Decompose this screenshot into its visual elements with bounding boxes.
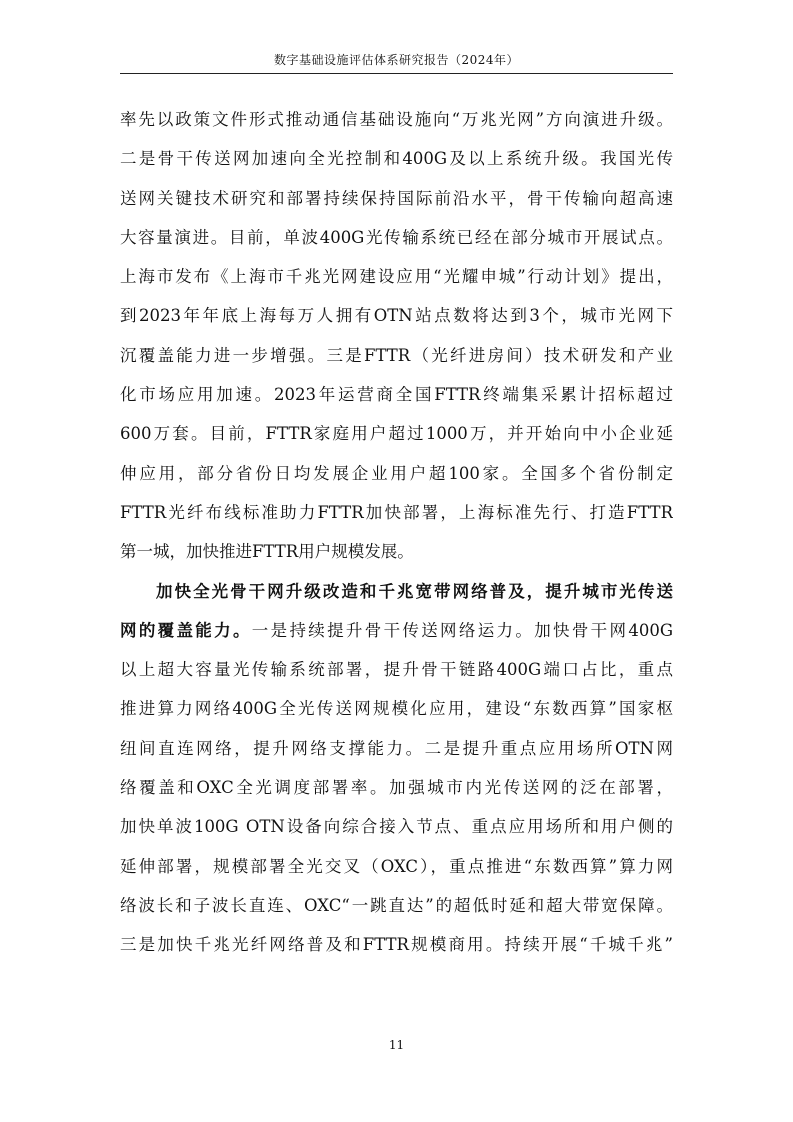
text-line: 络波长和子波长直连、OXC“一跳直达”的超低时延和超大带宽保障。 [120,895,673,915]
text-line: 以上超大容量光传输系统部署，提升骨干链路400G端口占比，重点 [120,660,673,680]
text-line: 沉覆盖能力进一步增强。三是FTTR（光纤进房间）技术研发和产业 [120,345,673,365]
running-header: 数字基础设施评估体系研究报告（2024年） [273,53,520,67]
text-line [120,611,673,650]
text-line: 化市场应用加速。2023年运营商全国FTTR终端集采累计招标超过 [120,385,673,405]
text-line: 纽间直连网络，提升网络支撑能力。二是提升重点应用场所OTN网 [120,738,673,758]
paragraph-lead-heading-end: 网的覆盖能力。 [120,620,252,640]
text-line: 加快单波100G OTN设备向综合接入节点、重点应用场所和用户侧的 [120,817,673,837]
paragraph-lead-text: 一是持续提升骨干传送网络运力。加快骨干网400G [251,620,673,640]
header-divider [120,73,673,74]
text-line: FTTR光纤布线标准助力FTTR加快部署，上海标准先行、打造FTTR [120,502,673,522]
text-line: 上海市发布《上海市千兆光网建设应用“光耀申城”行动计划》提出， [120,267,673,287]
text-line: 第一城，加快推进FTTR用户规模发展。 [120,542,414,562]
document-body [120,100,673,965]
paragraph-1 [120,100,673,572]
text-line: 到2023年年底上海每万人拥有OTN站点数将达到3个，城市光网下 [120,306,673,326]
text-line: 伸应用，部分省份日均发展企业用户超100家。全国多个省份制定 [120,463,673,483]
text-line: 大容量演进。目前，单波400G光传输系统已经在部分城市开展试点。 [120,227,673,247]
text-line: 三是加快千兆光纤网络普及和FTTR规模商用。持续开展“千城千兆” [120,935,673,955]
text-line: 推进算力网络400G全光传送网规模化应用，建设“东数西算”国家枢 [120,699,673,719]
text-line: 率先以政策文件形式推动通信基础设施向“万兆光网”方向演进升级。 [120,110,673,129]
paragraph-2 [120,572,673,965]
page-number: 11 [388,1038,405,1052]
text-line: 600万套。目前，FTTR家庭用户超过1000万，并开始向中小企业延 [120,424,673,444]
text-line: 络覆盖和OXC全光调度部署率。加强城市内光传送网的泛在部署， [120,778,673,798]
paragraph-lead-heading: 加快全光骨干网升级改造和千兆宽带网络普及，提升城市光传送 [156,581,673,601]
text-line: 二是骨干传送网加速向全光控制和400G及以上系统升级。我国光传 [120,149,673,169]
text-line: 送网关键技术研究和部署持续保持国际前沿水平，骨干传输向超高速 [120,188,673,208]
text-line: 延伸部署，规模部署全光交叉（OXC），重点推进“东数西算”算力网 [120,856,673,876]
